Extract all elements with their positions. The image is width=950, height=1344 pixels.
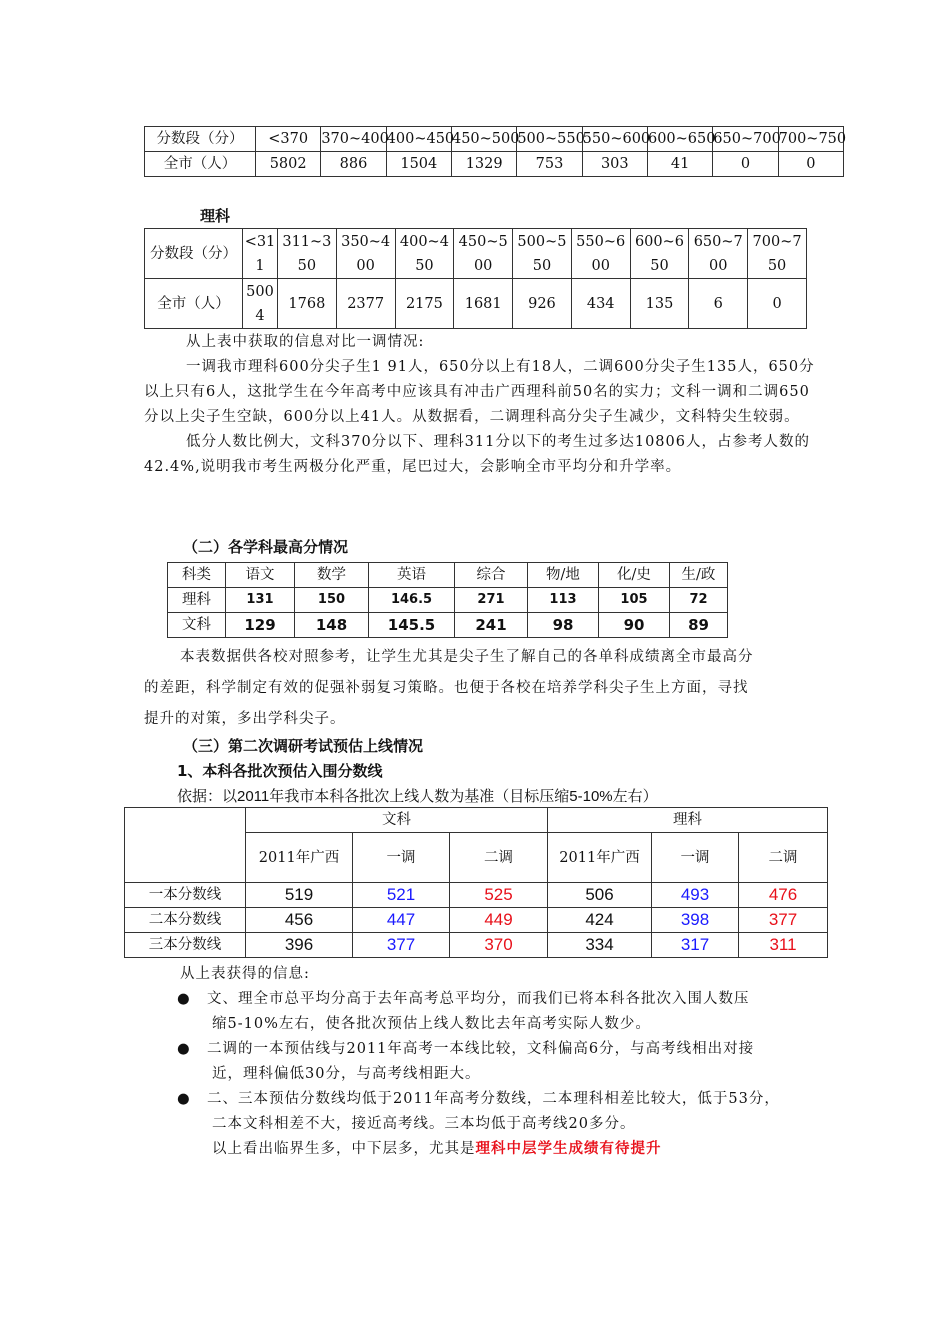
empty-corner bbox=[125, 808, 246, 883]
score-line-cell: 447 bbox=[353, 908, 450, 933]
bullet-dot-icon: ● bbox=[177, 1041, 191, 1057]
score-cell: 148 bbox=[295, 613, 369, 638]
data-cell: 41 bbox=[647, 152, 712, 177]
table-row bbox=[125, 933, 828, 958]
data-cell: 0 bbox=[748, 279, 807, 329]
score-line-cell: 311 bbox=[739, 933, 828, 958]
section2-text bbox=[144, 642, 754, 735]
bullet-item bbox=[177, 1037, 827, 1087]
row-label: 文科 bbox=[168, 613, 226, 638]
like-score-table bbox=[144, 228, 807, 329]
analysis-p3: 低分人数比例大，文科370分以下、理科311分以下的考生过多达10806人，占参考人数的42.4%,说明我市考生两极分化严重，尾巴过大，会影响全市平均分和升学率。 bbox=[144, 434, 810, 475]
admission-line-table bbox=[124, 807, 828, 958]
bullet-line: 二本文科相差不大，接近高考线。三本均低于高考线20多分。 bbox=[212, 1116, 636, 1132]
sub-header: 2011年广西 bbox=[548, 833, 652, 883]
score-line-cell: 521 bbox=[353, 883, 450, 908]
basis-text: 依据：以2011年我市本科各批次上线人数为基准（目标压缩5-10%左右） bbox=[177, 788, 658, 805]
header-cell: 物/地 bbox=[528, 563, 599, 588]
bullet-line: 近，理科偏低30分，与高考线相距大。 bbox=[212, 1066, 481, 1082]
table-row bbox=[125, 908, 828, 933]
section3-title: （三）第二次调研考试预估上线情况 bbox=[183, 737, 424, 755]
table-header-row bbox=[168, 563, 728, 588]
conclusion-highlight: 理科中层学生成绩有待提升 bbox=[475, 1141, 662, 1157]
score-line-cell: 476 bbox=[739, 883, 828, 908]
bullet-dot-icon: ● bbox=[177, 991, 191, 1007]
header-cell: 分数段（分） bbox=[145, 229, 243, 279]
data-cell: 1504 bbox=[386, 152, 451, 177]
score-cell: 145.5 bbox=[369, 613, 455, 638]
header-cell: 550~600 bbox=[571, 229, 630, 279]
score-cell: 241 bbox=[455, 613, 528, 638]
header-cell: 化/史 bbox=[599, 563, 670, 588]
score-cell: 113 bbox=[528, 588, 599, 613]
header-cell: 语文 bbox=[226, 563, 295, 588]
section2-title: （二）各学科最高分情况 bbox=[183, 538, 349, 556]
data-cell: 434 bbox=[571, 279, 630, 329]
sub-header: 一调 bbox=[353, 833, 450, 883]
data-cell: 全市（人） bbox=[145, 152, 256, 177]
bullet-line: 二调的一本预估线与2011年高考一本线比较，文科偏高6分，与高考线相出对接 bbox=[207, 1041, 755, 1057]
sub1-title: 1、本科各批次预估入围分数线 bbox=[177, 762, 383, 780]
score-line-cell: 493 bbox=[652, 883, 739, 908]
score-line-cell: 370 bbox=[450, 933, 548, 958]
data-cell: 5004 bbox=[243, 279, 278, 329]
analysis-p2: 一调我市理科600分尖子生1 91人，650分以上有18人，二调600分尖子生135人，650分以上只有6人，这批学生在今年高考中应该具有冲击广西理科前50名的实力；文科一调和二调650分以上尖子生空缺，600分以上41人。从数据看，二调理科高分尖子生减少，文科特尖生较弱。 bbox=[144, 359, 815, 425]
info-title: 从上表获得的信息: bbox=[180, 966, 310, 982]
header-cell: 生/政 bbox=[670, 563, 728, 588]
bullet-line: 缩5-10%左右，使各批次预估上线人数比去年高考实际人数少。 bbox=[212, 1016, 651, 1032]
header-cell: 400~450 bbox=[386, 127, 451, 152]
data-cell: 2377 bbox=[336, 279, 395, 329]
header-cell: 311~350 bbox=[278, 229, 337, 279]
section2-line: 提升的对策，多出学科尖子。 bbox=[144, 711, 346, 727]
data-cell: 303 bbox=[582, 152, 647, 177]
row-label: 三本分数线 bbox=[125, 933, 246, 958]
score-line-cell: 398 bbox=[652, 908, 739, 933]
score-cell: 271 bbox=[455, 588, 528, 613]
score-cell: 89 bbox=[670, 613, 728, 638]
score-cell: 90 bbox=[599, 613, 670, 638]
score-line-cell: 377 bbox=[739, 908, 828, 933]
row-label: 二本分数线 bbox=[125, 908, 246, 933]
score-cell: 105 bbox=[599, 588, 670, 613]
bullet-line: 二、三本预估分数线均低于2011年高考分数线，二本理科相差比较大，低于53分， bbox=[207, 1091, 780, 1107]
group-header: 文科 bbox=[246, 808, 548, 833]
header-cell: 650~700 bbox=[689, 229, 748, 279]
row-label: 一本分数线 bbox=[125, 883, 246, 908]
score-cell: 72 bbox=[670, 588, 728, 613]
bullet-item bbox=[177, 987, 827, 1037]
header-cell: 数学 bbox=[295, 563, 369, 588]
header-cell: <311 bbox=[243, 229, 278, 279]
header-cell: 科类 bbox=[168, 563, 226, 588]
score-cell: 129 bbox=[226, 613, 295, 638]
table-row bbox=[125, 883, 828, 908]
header-cell: 350~400 bbox=[336, 229, 395, 279]
header-cell: 600~650 bbox=[647, 127, 712, 152]
header-cell: 600~650 bbox=[630, 229, 689, 279]
row-label: 理科 bbox=[168, 588, 226, 613]
score-cell: 150 bbox=[295, 588, 369, 613]
score-line-cell: 396 bbox=[246, 933, 353, 958]
header-cell: 400~450 bbox=[395, 229, 454, 279]
data-cell: 926 bbox=[513, 279, 572, 329]
data-cell: 1768 bbox=[278, 279, 337, 329]
score-cell: 146.5 bbox=[369, 588, 455, 613]
like-label: 理科 bbox=[200, 207, 231, 225]
table-row bbox=[168, 588, 728, 613]
sub-header: 一调 bbox=[652, 833, 739, 883]
data-cell: 886 bbox=[321, 152, 386, 177]
score-line-cell: 519 bbox=[246, 883, 353, 908]
score-line-cell: 449 bbox=[450, 908, 548, 933]
header-cell: 500~550 bbox=[517, 127, 582, 152]
score-line-cell: 506 bbox=[548, 883, 652, 908]
score-line-cell: 456 bbox=[246, 908, 353, 933]
header-cell: 700~750 bbox=[748, 229, 807, 279]
bullet-line: 文、理全市总平均分高于去年高考总平均分，而我们已将本科各批次入围人数压 bbox=[207, 991, 750, 1007]
conclusion-text: 以上看出临界生多，中下层多，尤其是 bbox=[212, 1141, 476, 1157]
header-cell: 700~750 bbox=[778, 127, 843, 152]
group-row bbox=[125, 808, 828, 833]
header-cell: 450~500 bbox=[451, 127, 516, 152]
analysis-p1: 从上表中获取的信息对比一调情况: bbox=[186, 334, 425, 350]
table-row bbox=[168, 613, 728, 638]
bullet-dot-icon: ● bbox=[177, 1091, 191, 1107]
section2-line: 的差距，科学制定有效的促强补弱复习策略。也便于各校在培养学科尖子生上方面，寻找 bbox=[144, 680, 749, 696]
header-cell: 450~500 bbox=[454, 229, 513, 279]
wenke-score-table bbox=[144, 126, 847, 177]
data-cell: 0 bbox=[713, 152, 778, 177]
score-line-cell: 525 bbox=[450, 883, 548, 908]
data-cell: 0 bbox=[778, 152, 843, 177]
conclusion bbox=[212, 1137, 662, 1158]
score-line-cell: 424 bbox=[548, 908, 652, 933]
score-line-cell: 377 bbox=[353, 933, 450, 958]
header-cell: 英语 bbox=[369, 563, 455, 588]
group-header: 理科 bbox=[548, 808, 828, 833]
max-score-table bbox=[167, 562, 728, 638]
header-cell: 500~550 bbox=[513, 229, 572, 279]
analysis-paragraphs bbox=[144, 330, 816, 480]
data-cell: 5802 bbox=[256, 152, 321, 177]
sub-header: 2011年广西 bbox=[246, 833, 353, 883]
score-line-cell: 334 bbox=[548, 933, 652, 958]
data-cell: 1681 bbox=[454, 279, 513, 329]
data-cell: 1329 bbox=[451, 152, 516, 177]
score-cell: 131 bbox=[226, 588, 295, 613]
score-line-cell: 317 bbox=[652, 933, 739, 958]
header-cell: <370 bbox=[256, 127, 321, 152]
header-cell: 分数段（分） bbox=[145, 127, 256, 152]
data-cell: 2175 bbox=[395, 279, 454, 329]
data-cell: 135 bbox=[630, 279, 689, 329]
bullet-item bbox=[177, 1087, 827, 1137]
header-cell: 550~600 bbox=[582, 127, 647, 152]
score-cell: 98 bbox=[528, 613, 599, 638]
section2-line: 本表数据供各校对照参考，让学生尤其是尖子生了解自己的各单科成绩离全市最高分 bbox=[180, 649, 754, 665]
header-cell: 650~700 bbox=[713, 127, 778, 152]
sub-header: 二调 bbox=[739, 833, 828, 883]
data-cell: 753 bbox=[517, 152, 582, 177]
header-cell: 综合 bbox=[455, 563, 528, 588]
data-cell: 全市（人） bbox=[145, 279, 243, 329]
sub-header: 二调 bbox=[450, 833, 548, 883]
header-cell: 370~400 bbox=[321, 127, 386, 152]
data-cell: 6 bbox=[689, 279, 748, 329]
